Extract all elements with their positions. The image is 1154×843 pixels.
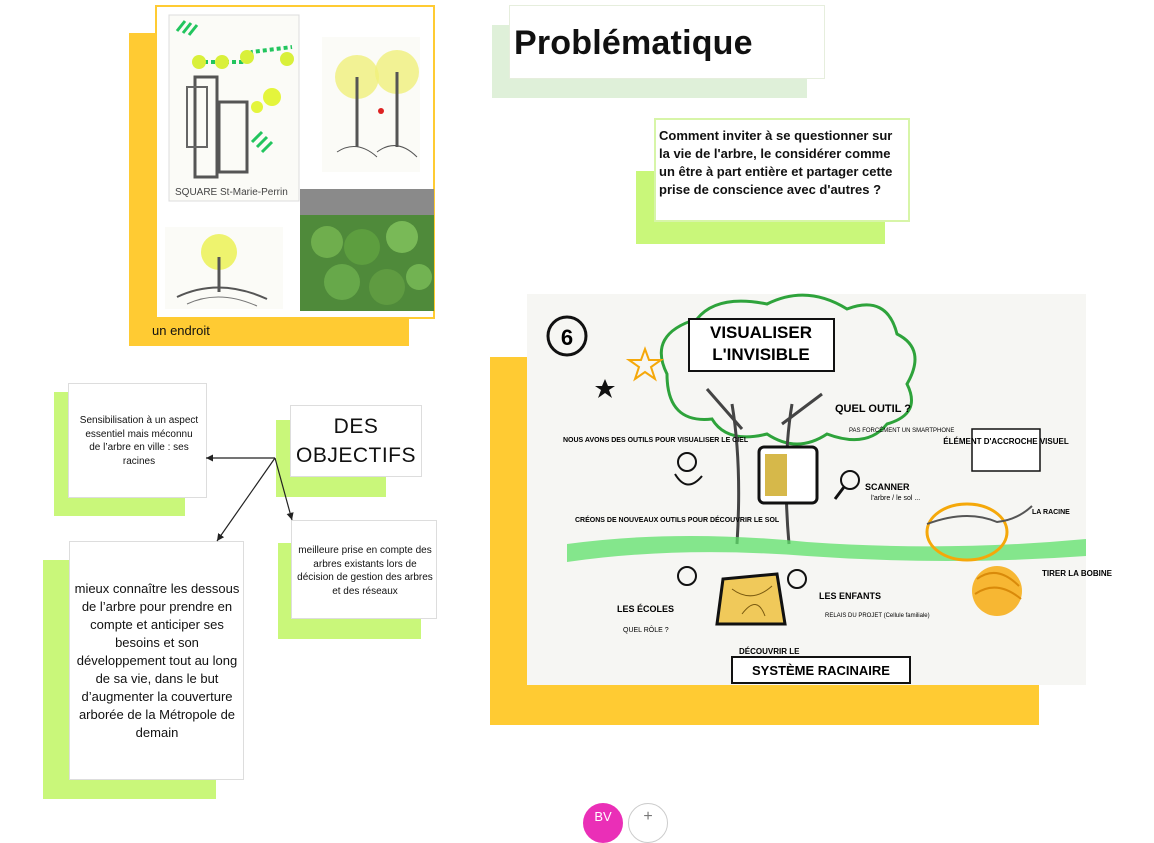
sketch-label-smartphone: PAS FORCÉMENT UN SMARTPHONE — [849, 428, 955, 434]
objective-note-1-text: Sensibilisation à un aspect essentiel mais méconnu de l’arbre en ville : ses racines — [79, 415, 199, 467]
map-label: SQUARE St-Marie-Perrin — [175, 187, 288, 198]
arrow-to-note-3 — [217, 458, 275, 541]
sketchnote-image[interactable] — [527, 294, 1112, 685]
objective-note-2-text: meilleure prise en compte des arbres existants lors de décision de gestion des arbres et des réseaux — [297, 545, 433, 597]
collage-caption: un endroit — [152, 323, 210, 338]
sketch-title-1: VISUALISER — [709, 323, 813, 342]
sketch-label-scanner: SCANNER — [865, 482, 910, 492]
sketch-label-tirer: TIRER LA BOBINE — [1042, 569, 1112, 578]
question-text: Comment inviter à se questionner sur la vie de l'arbre, le considérer comme un être à part entière et partager cette prise de conscience avec d'autres ? — [659, 128, 893, 197]
objective-note-3-text: mieux connaître les dessous de l’arbre pour prendre en compte et anticiper ses besoins et son développement tout au long de sa vie, dans le but d’augmenter la couverture arborée de la Métropole de demain — [74, 581, 240, 740]
sketch-label-role: QUEL RÔLE ? — [623, 627, 669, 634]
objectives-title-line1: DES — [333, 415, 379, 438]
sketch-label-relais: RELAIS DU PROJET (Cellule familiale) — [825, 613, 930, 619]
sketch-label-ecoles: LES ÉCOLES — [617, 604, 675, 614]
sketchnote-drawing — [527, 294, 1112, 685]
arrow-to-note-2 — [275, 458, 292, 520]
sketch-label-scanner-sub: l'arbre / le sol ... — [871, 495, 921, 502]
sketch-label-sol: CRÉONS DE NOUVEAUX OUTILS POUR DÉCOUVRIR LE SOL — [575, 517, 780, 524]
sketch-label-racine: LA RACINE — [1032, 509, 1070, 516]
user-avatar[interactable]: BV — [583, 803, 623, 843]
sketch-label-element: ÉLÉMENT D'ACCROCHE VISUEL — [943, 437, 1069, 446]
sketch-label-ciel: NOUS AVONS DES OUTILS POUR VISUALISER LE CIEL — [563, 437, 749, 444]
objectives-title-line2: OBJECTIFS — [295, 444, 416, 467]
problematique-title: Problématique — [514, 24, 753, 62]
sketch-number: 6 — [560, 325, 574, 350]
sketch-label-quel-outil: QUEL OUTIL ? — [835, 403, 911, 415]
sketch-label-systeme: SYSTÈME RACINAIRE — [752, 663, 890, 678]
sketch-label-enfants: LES ENFANTS — [819, 591, 882, 601]
add-collaborator-button[interactable]: + — [628, 803, 668, 843]
sketch-title-2: L'INVISIBLE — [712, 345, 810, 364]
sketch-label-decouvrir: DÉCOUVRIR LE — [739, 647, 800, 656]
